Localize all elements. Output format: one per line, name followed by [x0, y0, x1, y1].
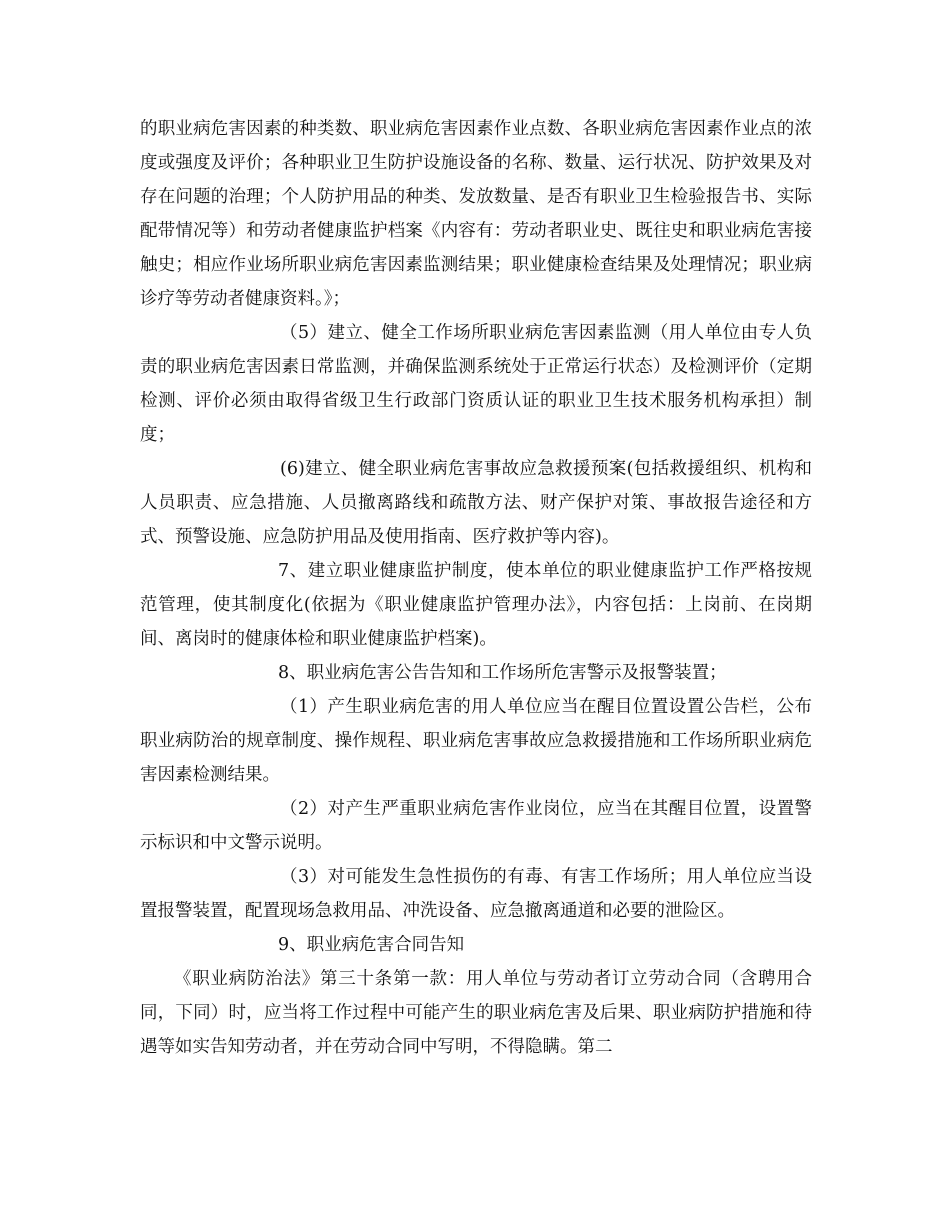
paragraph-emergency-plan: (6)建立、健全职业病危害事故应急救援预案(包括救援组织、机构和人员职责、应急措施、人员撤离路线和疏散方法、财产保护对策、事故报告途径和方式、预警设施、应急防护用品及使用指南、医疗救护等内容)。 — [140, 459, 812, 547]
paragraph-notice-heading: 8、职业病危害公告告知和工作场所危害警示及报警装置； — [278, 663, 727, 683]
document-body — [140, 112, 812, 1064]
paragraph-archive-contents: 的职业病危害因素的种类数、职业病危害因素作业点数、各职业病危害因素作业点的浓度或强度及评价；各种职业卫生防护设施设备的名称、数量、运行状况、防护效果及对存在问题的治理；个人防护用品的种类、发放数量、是否有职业卫生检验报告书、实际配带情况等）和劳动者健康监护档案《内容有：劳动者职业史、既往史和职业病危害接触史；相应作业场所职业病危害因素监测结果；职业健康检查结果及处理情况；职业病诊疗等劳动者健康资料。》； — [140, 119, 812, 309]
paragraph-health-surveillance: 7、建立职业健康监护制度，使本单位的职业健康监护工作严格按规范管理，使其制度化(依据为《职业健康监护管理办法》，内容包括：上岗前、在岗期间、离岗时的健康体检和职业健康监护档案)。 — [140, 561, 812, 649]
paragraph-contract-heading: 9、职业病危害合同告知 — [278, 935, 465, 955]
paragraph-notice-board: （1）产生职业病危害的用人单位应当在醒目位置设置公告栏，公布职业病防治的规章制度、操作规程、职业病危害事故应急救援措施和工作场所职业病危害因素检测结果。 — [140, 697, 812, 785]
paragraph-law-article: 《职业病防治法》第三十条第一款：用人单位与劳动者订立劳动合同（含聘用合同，下同）时，应当将工作过程中可能产生的职业病危害及后果、职业病防护措施和待遇等如实告知劳动者，并在劳动合同中写明，不得隐瞒。第二 — [140, 969, 812, 1057]
paragraph-alarm-devices: （3）对可能发生急性损伤的有毒、有害工作场所；用人单位应当设置报警装置，配置现场急救用品、冲洗设备、应急撤离通道和必要的泄险区。 — [140, 867, 812, 921]
paragraph-monitoring-system: （5）建立、健全工作场所职业病危害因素监测（用人单位由专人负责的职业病危害因素日常监测，并确保监测系统处于正常运行状态）及检测评价（定期检测、评价必须由取得省级卫生行政部门资质认证的职业卫生技术服务机构承担）制度； — [140, 323, 812, 445]
paragraph-warning-signs: （2）对产生严重职业病危害作业岗位，应当在其醒目位置，设置警示标识和中文警示说明。 — [140, 799, 812, 853]
